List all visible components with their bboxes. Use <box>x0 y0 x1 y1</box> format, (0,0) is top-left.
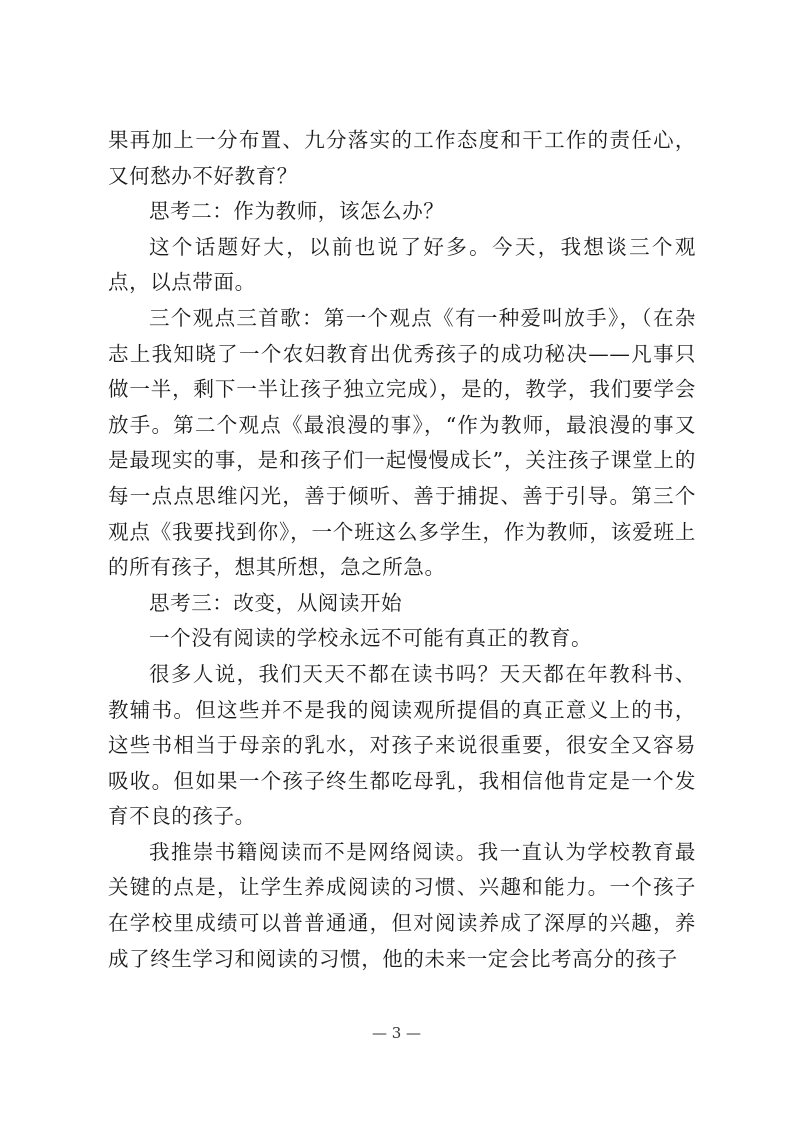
page-number: — 3 — <box>371 1024 422 1042</box>
paragraph-topic: 这个话题好大，以前也说了好多。今天，我想谈三个观点，以点带面。 <box>108 234 696 295</box>
paragraph-book-reading: 我推崇书籍阅读而不是网络阅读。我一直认为学校教育最关键的点是，让学生养成阅读的习惯、兴趣和能力。一个孩子在学校里成绩可以普普通通，但对阅读养成了深厚的兴趣，养成了终生学习和阅读的习惯，他的未来一定会比考高分的孩子 <box>108 839 696 971</box>
body-text <box>108 123 696 977</box>
heading-thought-two: 思考二：作为教师，该怎么办？ <box>149 199 445 224</box>
paragraph-continuation: 果再加上一分布置、九分落实的工作态度和干工作的责任心，又何愁办不好教育？ <box>108 128 696 188</box>
paragraph-reading-school: 一个没有阅读的学校永远不可能有真正的教育。 <box>149 626 593 651</box>
paragraph-three-viewpoints: 三个观点三首歌：第一个观点《有一种爱叫放手》，（在杂志上我知晓了一个农妇教育出优秀孩子的成功秘决——凡事只做一半，剩下一半让孩子独立完成），是的，教学，我们要学会放手。第二个观点《最浪漫的事》，“作为教师，最浪漫的事又是最现实的事，是和孩子们一起慢慢成长”，关注孩子课堂上的每一点点思维闪光，善于倾听、善于捕捉、善于引导。第三个观点《我要找到你》，一个班这么多学生，作为教师，该爱班上的所有孩子，想其所想，急之所急。 <box>108 305 696 580</box>
heading-thought-three: 思考三：改变，从阅读开始 <box>149 590 403 615</box>
paragraph-textbooks: 很多人说，我们天天不都在读书吗？天天都在年教科书、教辅书。但这些并不是我的阅读观所提倡的真正意义上的书，这些书相当于母亲的乳水，对孩子来说很重要，很安全又容易吸收。但如果一个孩子终生都吃母乳，我相信他肯定是一个发育不良的孩子。 <box>108 661 696 829</box>
